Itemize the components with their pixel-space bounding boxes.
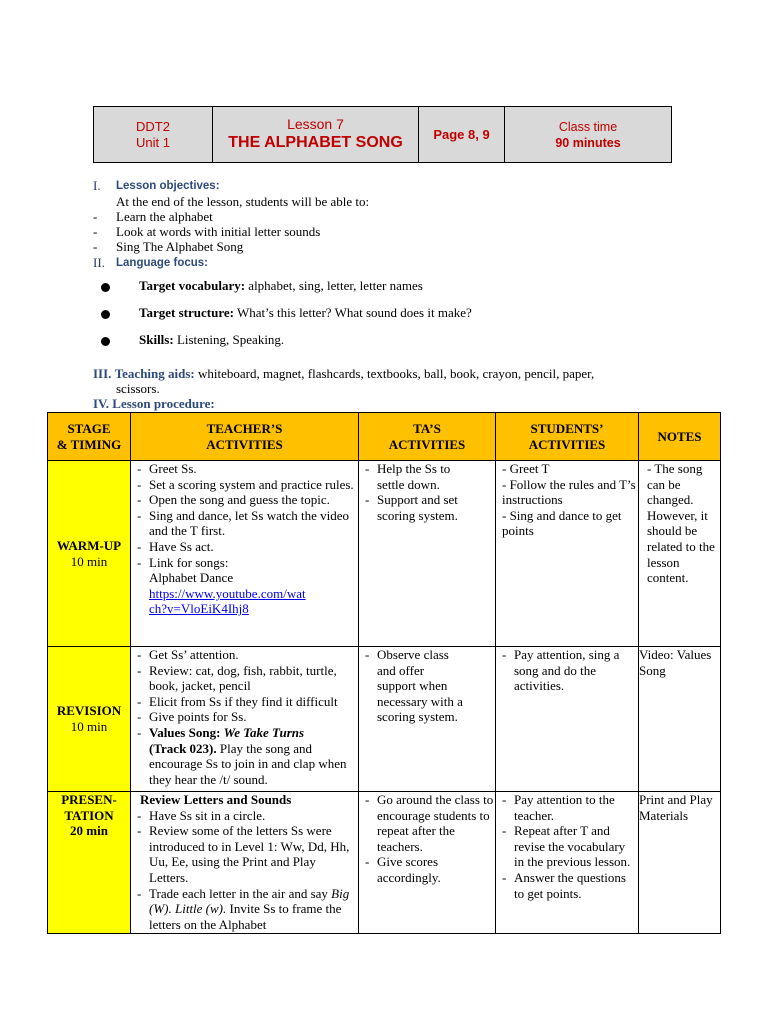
list-item: - Link for songs: [137,555,358,571]
aids-number: III. [93,366,112,381]
list-item: - Elicit from Ss if they find it difficult [137,694,358,710]
lesson-title-cell [213,107,419,163]
language-item [139,278,423,294]
list-item: - Support and set scoring system. [365,492,473,523]
objectives-title: Lesson objectives: [116,180,220,192]
col-header-teacher [131,413,359,461]
header-line: ACTIVITIES [388,436,466,452]
procedure-number: IV. [93,396,110,411]
table-row [48,792,721,934]
list-item: - Sing and dance to get points [502,507,622,539]
objectives-heading [93,178,101,193]
teacher-activities [131,461,359,647]
list-item: - Get Ss’ attention. [137,647,358,663]
stage-cell [48,647,131,792]
frame-text: Invite Ss to frame the letters on the Alphabet [149,901,342,932]
col-header-stage [48,413,131,461]
language-item-label: Target vocabulary: [139,278,246,293]
procedure-table [47,412,721,934]
stage-name: WARM-UP [56,537,122,553]
aids-text-cont: scissors. [116,381,160,396]
values-song-label: Values Song: [149,724,224,740]
language-item-text: What’s this letter? What sound does it make? [233,305,472,320]
list-item: - Answer the questions to get points. [502,870,638,901]
language-item-label: Target structure: [139,305,234,320]
objectives-intro: At the end of the lesson, students will be able to: [116,194,370,209]
ta-activities [359,647,496,792]
header-line: TEACHER’S [206,420,283,436]
list-item: - Observe class and offer support when necessary with a scoring system. [365,647,465,725]
class-time-cell [505,107,672,163]
trade-text: Trade each letter in the air and say [149,885,332,901]
activity-heading: Review Letters and Sounds [140,792,292,807]
language-item-text: Listening, Speaking. [173,332,285,347]
stage-name: PRESEN- [61,792,117,807]
section-number: I. [93,178,101,193]
objective-item: Look at words with initial letter sounds [116,224,321,239]
language-item [139,305,472,321]
stage-time: 10 min [70,719,108,734]
objective-item: Learn the alphabet [116,209,213,224]
class-time-value: 90 minutes [555,135,621,150]
bullet-icon [101,283,110,292]
lesson-number: Lesson 7 [287,116,344,132]
ta-activities [359,792,496,934]
stage-name: REVISION [56,703,122,719]
procedure-title: Lesson procedure: [112,396,215,411]
stage-cell [48,792,131,934]
procedure-heading [93,396,215,411]
unit-name: Unit 1 [136,134,170,150]
values-song-title: We Take Turns [223,724,305,740]
language-number: II. [93,255,105,270]
objective-item: Sing The Alphabet Song [116,239,244,254]
track-number: (Track 023). [149,740,217,756]
aids-text: whiteboard, magnet, flashcards, textbooks, ball, book, crayon, pencil, paper, [194,366,595,381]
list-item: - Set a scoring system and practice rules. [137,477,358,493]
col-header-notes: NOTES [639,413,721,461]
header-line: STUDENTS’ [530,420,604,436]
list-item: - Give scores accordingly. [365,854,495,885]
bullet-icon [101,337,110,346]
song-instructions: Play the song and encourage Ss to join in and clap when they hear the /t/ sound. [149,740,347,787]
notes-cell: - The song can be changed. However, it should be related to the lesson content. [639,461,721,647]
list-item [137,725,358,787]
objective-dash: - [93,239,98,254]
stage-time: 10 min [70,553,108,569]
list-item: - Pay attention, sing a song and do the activities. [502,647,638,694]
students-activities [496,647,639,792]
header-line: TA’S [413,420,441,436]
list-item: - Have Ss act. [137,539,358,555]
header-line: STAGE [67,420,111,436]
list-item: - Review some of the letters Ss were introduced to in Level 1: Ww, Dd, Hh, Uu, Ee, using the Print and Play Letters. [137,823,358,885]
language-item [139,332,284,348]
language-title: Language focus: [116,257,209,269]
stage-name: TATION [64,807,114,823]
header-line: & TIMING [56,436,122,452]
book-name: DDT2 [136,118,170,134]
list-item: - Repeat after T and revise the vocabulary in the previous lesson. [502,823,638,870]
language-item-text: alphabet, sing, letter, letter names [245,278,423,293]
stage-cell [48,461,131,647]
table-row [48,461,721,647]
big-little-text: Big (W). Little (w). [149,885,350,917]
objective-dash: - [93,209,98,224]
list-item: - Pay attention to the teacher. [502,792,638,823]
col-header-students [496,413,639,461]
language-item-label: Skills: [139,332,174,347]
list-item: - Have Ss sit in a circle. [137,808,358,824]
list-item: - Give points for Ss. [137,709,358,725]
objective-dash: - [93,224,98,239]
header-line: ACTIVITIES [528,436,606,452]
teacher-activities [131,647,359,792]
header-line: ACTIVITIES [206,436,283,452]
notes-cell: Print and Play Materials [639,792,721,934]
teacher-activities [131,792,359,934]
notes-cell: Video: Values Song [639,647,721,792]
table-row [48,647,721,792]
list-item [137,886,358,933]
col-header-ta [359,413,496,461]
list-item: - Help the Ss to settle down. [365,461,473,492]
lesson-title: THE ALPHABET SONG [228,134,403,151]
pages-cell: Page 8, 9 [419,107,505,163]
list-item: - Greet Ss. [137,461,358,477]
students-activities [496,792,639,934]
book-unit-cell [94,107,213,163]
stage-time: 20 min [70,823,108,839]
list-item: - Review: cat, dog, fish, rabbit, turtle, book, jacket, pencil [137,663,358,694]
list-item: - Open the song and guess the topic. [137,492,358,508]
list-item: - Follow the rules and T’s instructions [502,476,636,508]
aids-title: Teaching aids: [114,366,195,381]
students-activities [496,461,639,647]
song-name: Alphabet Dance [149,570,234,586]
class-time-label: Class time [558,119,618,134]
youtube-link[interactable]: https://www.youtube.com/watch?v=VloEiK4Ihj8 [149,585,306,617]
table-header-row [48,413,721,461]
lesson-header [93,106,672,163]
ta-activities [359,461,496,647]
bullet-icon [101,310,110,319]
teaching-aids [93,366,653,381]
list-item: - Go around the class to encourage students to repeat after the teachers. [365,792,495,854]
list-item: - Greet T [502,461,550,476]
list-item: - Sing and dance, let Ss watch the video and the T first. [137,508,358,539]
